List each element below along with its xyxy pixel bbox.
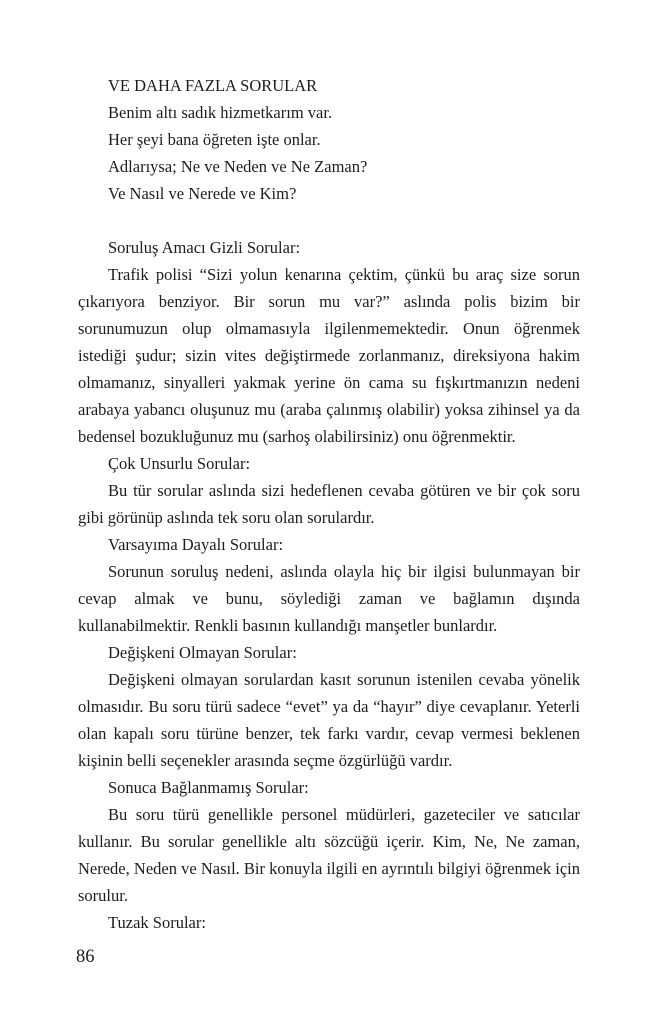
subheading-varsayıma-dayalı: Varsayıma Dayalı Sorular:	[108, 535, 284, 554]
poem-line: Benim altı sadık hizmetkarım var.	[108, 103, 333, 122]
body-sections	[78, 234, 580, 936]
paragraph: Değişkeni olmayan sorulardan kasıt sorunun istenilen cevaba yönelik olmasıdır. Bu soru türü sadece “evet” ya da “hayır” diye cevaplanır. Yeterli olan kapalı soru türüne benzer, tek farkı vardır, cevap vermesi beklenen kişinin belli seçenekler arasında seçme özgürlüğü vardır.	[78, 670, 580, 770]
poem-line: Adlarıysa; Ne ve Neden ve Ne Zaman?	[108, 157, 368, 176]
subheading-sonuca-bağlanmamış: Sonuca Bağlanmamış Sorular:	[108, 778, 309, 797]
poem-block	[78, 72, 580, 207]
paragraph: Sorunun soruluş nedeni, aslında olayla hiç bir ilgisi bulunmayan bir cevap almak ve bunu, söylediği zaman ve bağlamın dışında kullanabilmektir. Renkli basının kullandığı manşetler bunlardır.	[78, 562, 580, 635]
paragraph: Bu tür sorular aslında sizi hedeflenen cevaba götüren ve bir çok soru gibi görünüp aslında tek soru olan sorulardır.	[78, 481, 580, 527]
subheading-çok-unsurlu: Çok Unsurlu Sorular:	[108, 454, 251, 473]
subheading-soruluş-amacı-gizli: Soruluş Amacı Gizli Sorular:	[108, 238, 301, 257]
subheading-değişkeni-olmayan: Değişkeni Olmayan Sorular:	[108, 643, 297, 662]
paragraph: Trafik polisi “Sizi yolun kenarına çektim, çünkü bu araç size sorun çıkarıyora benziyor. Bir sorun mu var?” aslında polis bizim bir sorunumuzun olup olmamasıyla ilgilenmemektedir. Onun öğrenmek istediği şudur; sizin vites değiştirmede zorlanmanız, direksiyona hakim olmamanız, sinyalleri yakmak yerine ön cama su fışkırtmanızın nedeni arabaya yabancı oluşunuz mu (araba çalınmış olabilir) yoksa zihinsel ya da bedensel bozukluğunuz mu (sarhoş olabilirsiniz) onu öğrenmektir.	[78, 265, 580, 446]
section-title: VE DAHA FAZLA SORULAR	[108, 76, 318, 95]
page-text	[78, 72, 580, 936]
paragraph: Bu soru türü genellikle personel müdürleri, gazeteciler ve satıcılar kullanır. Bu sorular genellikle altı sözcüğü içerir. Kim, Ne, Ne zaman, Nerede, Neden ve Nasıl. Bir konuyla ilgili en ayrıntılı bilgiyi öğrenmek için sorulur.	[78, 805, 580, 905]
page-number: 86	[76, 947, 95, 967]
subheading-tuzak: Tuzak Sorular:	[108, 913, 206, 932]
poem-line: Her şeyi bana öğreten işte onlar.	[108, 130, 321, 149]
poem-line: Ve Nasıl ve Nerede ve Kim?	[108, 184, 297, 203]
